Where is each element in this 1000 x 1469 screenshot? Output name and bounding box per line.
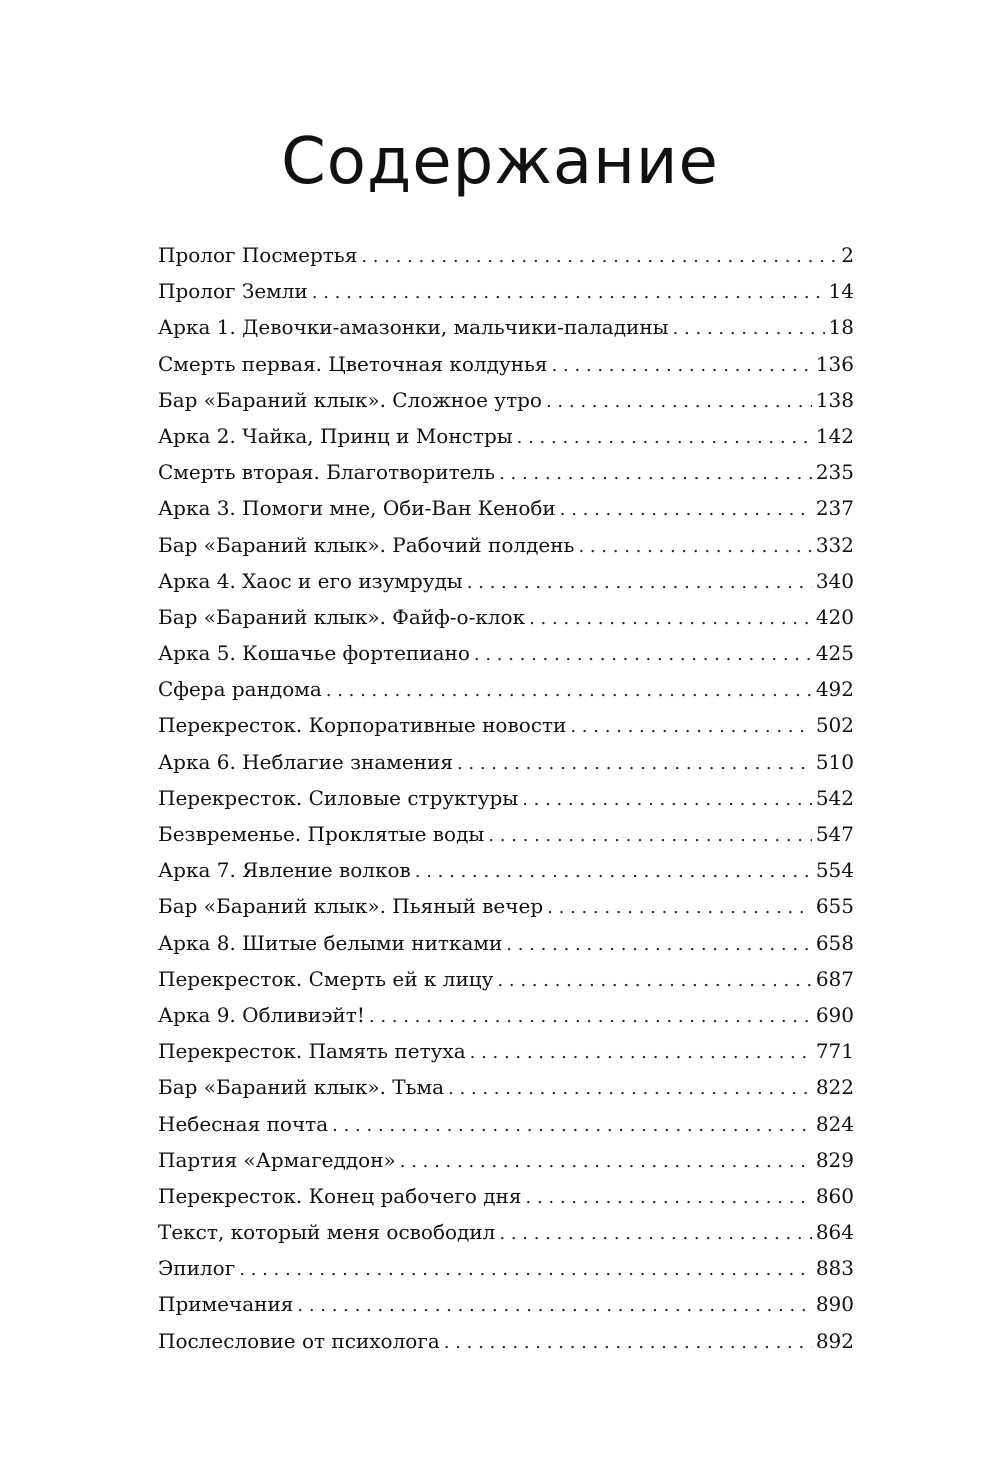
toc-entry-title: Текст, который меня освободил xyxy=(158,1214,499,1250)
toc-dot-leader xyxy=(467,565,812,601)
toc-page-number: 690 xyxy=(812,997,854,1033)
toc-page-number: 658 xyxy=(812,925,854,961)
toc-entry[interactable] xyxy=(158,454,854,490)
toc-entry-title: Арка 3. Помоги мне, Оби-Ван Кеноби xyxy=(158,490,560,526)
toc-entry[interactable] xyxy=(158,1323,854,1359)
page-title: Содержание xyxy=(281,125,719,199)
toc-entry-title: Перекресток. Силовые структуры xyxy=(158,780,522,816)
toc-entry-title: Арка 4. Хаос и его изумруды xyxy=(158,563,467,599)
toc-page-number: 554 xyxy=(812,852,854,888)
toc-entry[interactable] xyxy=(158,961,854,997)
toc-dot-leader xyxy=(529,601,812,637)
toc-dot-leader xyxy=(369,999,812,1035)
toc-entry-title: Арка 7. Явление волков xyxy=(158,852,415,888)
toc-dot-leader xyxy=(560,492,812,528)
toc-page-number: 332 xyxy=(812,527,854,563)
toc-page-number: 687 xyxy=(812,961,854,997)
toc-entry[interactable] xyxy=(158,1214,854,1250)
toc-entry[interactable] xyxy=(158,1106,854,1142)
toc-dot-leader xyxy=(499,456,812,492)
toc-entry[interactable] xyxy=(158,273,854,309)
toc-dot-leader xyxy=(517,420,812,456)
toc-dot-leader xyxy=(526,1180,812,1216)
toc-page-number: 237 xyxy=(812,490,854,526)
toc-entry-title: Бар «Бараний клык». Рабочий полдень xyxy=(158,527,578,563)
toc-entry[interactable] xyxy=(158,888,854,924)
toc-entry[interactable] xyxy=(158,925,854,961)
toc-page-number: 2 xyxy=(837,237,854,273)
toc-entry-title: Бар «Бараний клык». Файф-о-клок xyxy=(158,599,529,635)
toc-page-number: 890 xyxy=(812,1286,854,1322)
toc-entry-title: Арка 1. Девочки-амазонки, мальчики-паладины xyxy=(158,309,673,345)
toc-page-number: 892 xyxy=(812,1323,854,1359)
toc-entry-title: Примечания xyxy=(158,1286,297,1322)
toc-page-number: 492 xyxy=(812,671,854,707)
toc-entry[interactable] xyxy=(158,997,854,1033)
toc-page-number: 235 xyxy=(812,454,854,490)
toc-entry[interactable] xyxy=(158,816,854,852)
toc-dot-leader xyxy=(415,854,812,890)
toc-page-number: 829 xyxy=(812,1142,854,1178)
toc-page-number: 883 xyxy=(812,1250,854,1286)
toc-page-number: 420 xyxy=(812,599,854,635)
toc-page-number: 864 xyxy=(812,1214,854,1250)
toc-entry-title: Смерть вторая. Благотворитель xyxy=(158,454,499,490)
toc-entry[interactable] xyxy=(158,382,854,418)
toc-dot-leader xyxy=(506,927,812,963)
toc-page-number: 771 xyxy=(812,1033,854,1069)
toc-entry[interactable] xyxy=(158,1069,854,1105)
toc-page-number: 824 xyxy=(812,1106,854,1142)
toc-entry[interactable] xyxy=(158,599,854,635)
toc-dot-leader xyxy=(497,963,811,999)
toc-entry[interactable] xyxy=(158,237,854,273)
toc-entry-title: Бар «Бараний клык». Пьяный вечер xyxy=(158,888,547,924)
toc-page-number: 142 xyxy=(812,418,854,454)
toc-entry[interactable] xyxy=(158,563,854,599)
toc-page-number: 542 xyxy=(812,780,854,816)
toc-page-number: 860 xyxy=(812,1178,854,1214)
toc-page-number: 510 xyxy=(812,744,854,780)
toc-dot-leader xyxy=(444,1325,812,1361)
toc-dot-leader xyxy=(499,1216,811,1252)
toc-entry[interactable] xyxy=(158,1286,854,1322)
toc-entry-title: Бар «Бараний клык». Сложное утро xyxy=(158,382,546,418)
toc-dot-leader xyxy=(552,348,812,384)
toc-entry[interactable] xyxy=(158,671,854,707)
toc-dot-leader xyxy=(547,890,812,926)
toc-dot-leader xyxy=(546,384,812,420)
toc-entry[interactable] xyxy=(158,527,854,563)
toc-entry-title: Пролог Посмертья xyxy=(158,237,361,273)
toc-page-number: 425 xyxy=(812,635,854,671)
toc-entry[interactable] xyxy=(158,780,854,816)
toc-entry[interactable] xyxy=(158,418,854,454)
toc-dot-leader xyxy=(470,1035,812,1071)
toc-entry[interactable] xyxy=(158,309,854,345)
toc-dot-leader xyxy=(522,782,812,818)
toc-dot-leader xyxy=(570,709,811,745)
toc-page-number: 136 xyxy=(812,346,854,382)
toc-dot-leader xyxy=(457,746,812,782)
toc-dot-leader xyxy=(474,637,812,673)
toc-page-number: 340 xyxy=(812,563,854,599)
toc-entry[interactable] xyxy=(158,1178,854,1214)
toc-page-number: 547 xyxy=(812,816,854,852)
toc-dot-leader xyxy=(326,673,812,709)
toc-page-number: 502 xyxy=(812,707,854,743)
toc-page-number: 14 xyxy=(825,273,854,309)
toc-dot-leader xyxy=(361,239,837,275)
toc-entry-title: Перекресток. Память петуха xyxy=(158,1033,470,1069)
toc-entry-title: Бар «Бараний клык». Тьма xyxy=(158,1069,448,1105)
toc-dot-leader xyxy=(400,1144,812,1180)
toc-entry-title: Перекресток. Конец рабочего дня xyxy=(158,1178,526,1214)
toc-entry-title: Арка 9. Обливиэйт! xyxy=(158,997,369,1033)
toc-entry-title: Небесная почта xyxy=(158,1106,332,1142)
toc-dot-leader xyxy=(312,275,825,311)
toc-entry-title: Послесловие от психолога xyxy=(158,1323,444,1359)
toc-entry[interactable] xyxy=(158,635,854,671)
toc-dot-leader xyxy=(488,818,811,854)
toc-dot-leader xyxy=(332,1108,812,1144)
toc-entry-title: Перекресток. Смерть ей к лицу xyxy=(158,961,497,997)
toc-page-number: 138 xyxy=(812,382,854,418)
toc-entry[interactable] xyxy=(158,1033,854,1069)
toc-entry-title: Пролог Земли xyxy=(158,273,312,309)
toc-dot-leader xyxy=(239,1252,812,1288)
toc-entry-title: Перекресток. Корпоративные новости xyxy=(158,707,570,743)
toc-entry-title: Эпилог xyxy=(158,1250,239,1286)
toc-dot-leader xyxy=(297,1288,811,1324)
toc-dot-leader xyxy=(578,529,811,565)
toc-entry[interactable] xyxy=(158,1142,854,1178)
toc-entry[interactable] xyxy=(158,744,854,780)
toc-entry-title: Партия «Армагеддон» xyxy=(158,1142,400,1178)
toc-entry[interactable] xyxy=(158,852,854,888)
toc-entry[interactable] xyxy=(158,707,854,743)
toc-entry[interactable] xyxy=(158,346,854,382)
toc-entry[interactable] xyxy=(158,1250,854,1286)
toc-entry-title: Арка 6. Неблагие знамения xyxy=(158,744,457,780)
toc-entry-title: Арка 5. Кошачье фортепиано xyxy=(158,635,474,671)
toc-entry-title: Смерть первая. Цветочная колдунья xyxy=(158,346,552,382)
toc-dot-leader xyxy=(673,311,825,347)
toc-page-number: 655 xyxy=(812,888,854,924)
toc-entry-title: Арка 2. Чайка, Принц и Монстры xyxy=(158,418,517,454)
toc-entry[interactable] xyxy=(158,490,854,526)
toc-dot-leader xyxy=(448,1071,812,1107)
toc-entry-title: Арка 8. Шитые белыми нитками xyxy=(158,925,506,961)
table-of-contents xyxy=(158,237,854,1359)
toc-entry-title: Сфера рандома xyxy=(158,671,326,707)
toc-page-number: 18 xyxy=(825,309,854,345)
toc-entry-title: Безвременье. Проклятые воды xyxy=(158,816,488,852)
toc-page-number: 822 xyxy=(812,1069,854,1105)
